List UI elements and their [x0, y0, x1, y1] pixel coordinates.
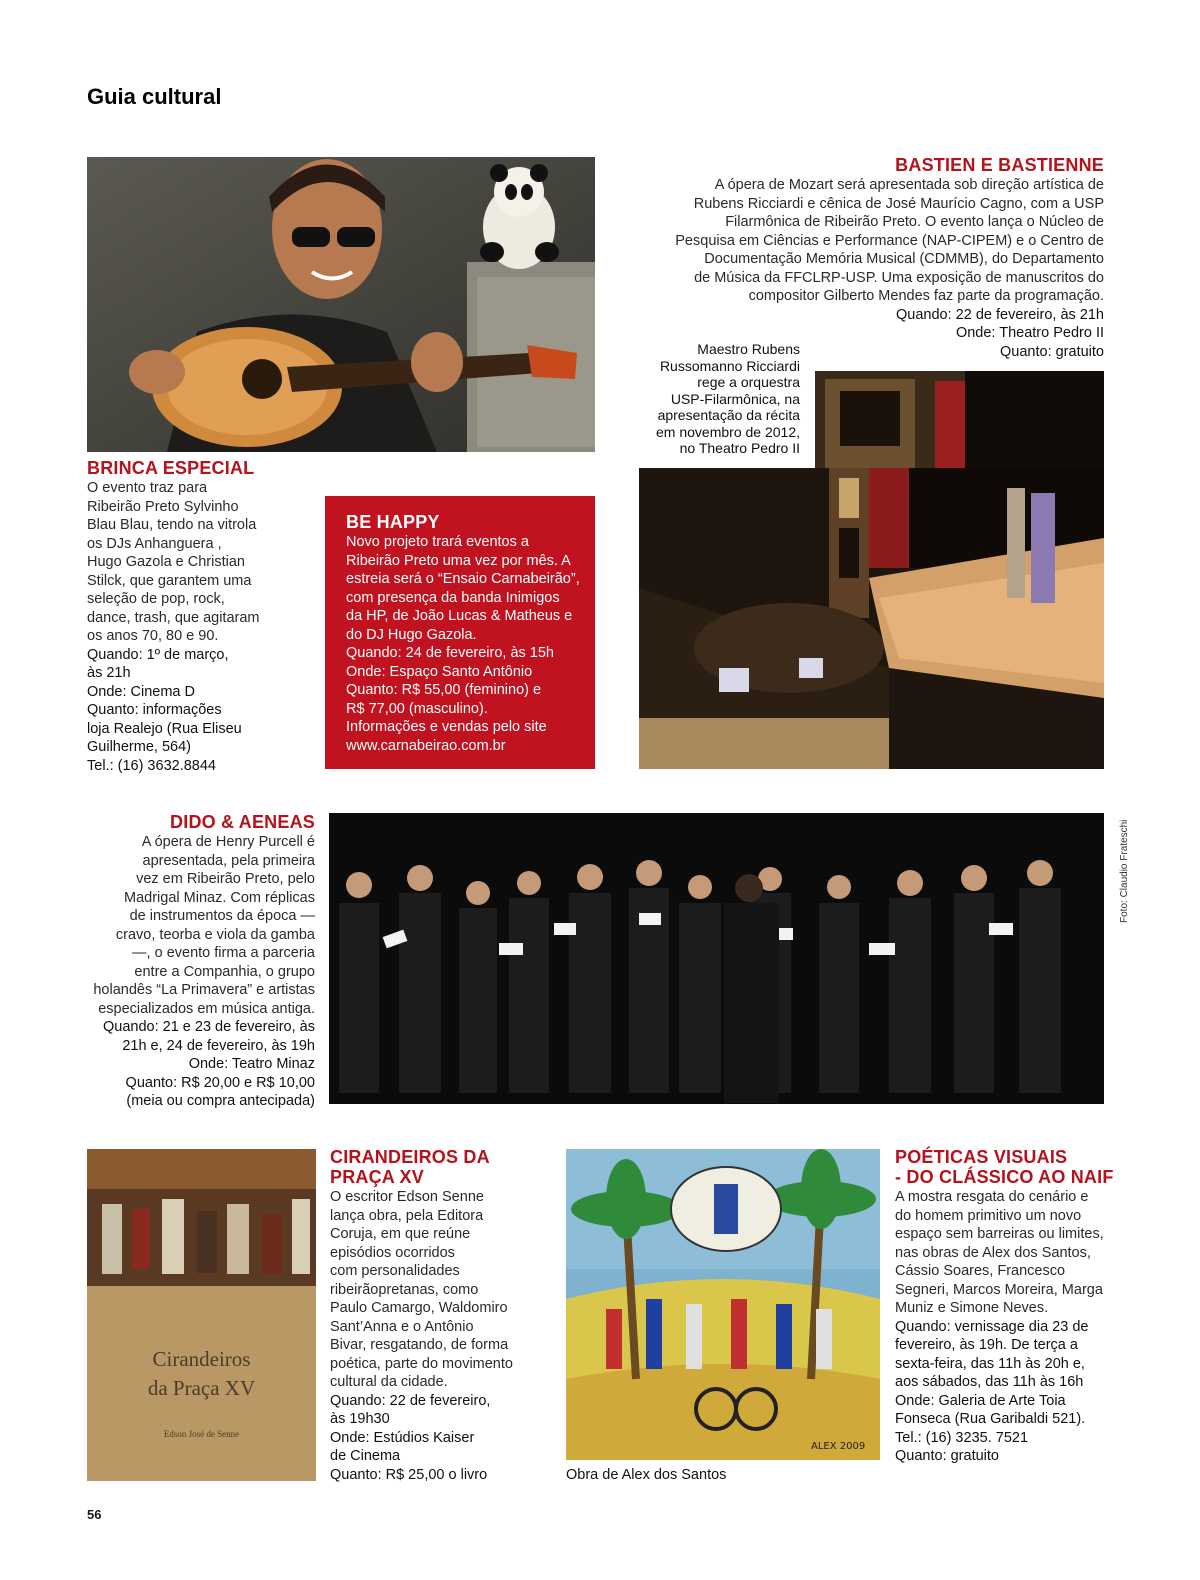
body-line: do homem primitivo um novo — [895, 1207, 1082, 1224]
info-line: Fonseca (Rua Garibaldi 521). — [895, 1411, 1086, 1427]
choir-photo — [329, 813, 1104, 1104]
info-line: Quanto: gratuito — [1000, 343, 1104, 360]
body-line: www.carnabeirao.com.br — [346, 737, 506, 754]
info-line: Quando: 22 de fevereiro, às 21h — [896, 306, 1104, 323]
guitarist-photo — [87, 157, 595, 452]
book-title-line: da Praça XV — [147, 1376, 256, 1400]
info-line: às 19h30 — [330, 1411, 390, 1427]
body-line: Madrigal Minaz. Com réplicas — [124, 889, 315, 906]
info-line: Onde: Galeria de Arte Toia — [895, 1392, 1066, 1409]
body-line: —, o evento firma a parceria — [132, 945, 315, 961]
body-line: holandês “La Primavera” e artistas — [93, 982, 315, 998]
info-line: Quanto: gratuito — [895, 1448, 999, 1464]
body-line: cravo, teorba e viola da gamba — [115, 926, 315, 943]
body-line: Cássio Soares, Francesco — [895, 1263, 1066, 1279]
info-line: Guilherme, 564) — [87, 739, 191, 755]
article-title-line: - DO CLÁSSICO AO NAIF — [895, 1167, 1114, 1187]
info-line: às 21h — [87, 665, 131, 681]
section-title: Guia cultural — [87, 84, 222, 109]
poeticas-article — [895, 1147, 1120, 1466]
body-line: nas obras de Alex dos Santos, — [895, 1244, 1091, 1261]
article-title-line: CIRANDEIROS DA — [330, 1147, 490, 1167]
body-line: Segneri, Marcos Moreira, Marga — [895, 1281, 1103, 1298]
body-line: entre a Companhia, o grupo — [134, 963, 315, 980]
body-line: Rubens Ricciardi e cênica de José Maurício Cagno, com a USP — [693, 195, 1104, 212]
photo-credit-text: Foto: Claudio Frateschi — [1119, 819, 1130, 923]
info-line: Quando: 22 de fevereiro, — [330, 1392, 491, 1409]
info-line: de Cinema — [330, 1448, 401, 1464]
body-line: especializados em música antiga. — [98, 1000, 315, 1017]
body-line: episódios ocorridos — [330, 1244, 455, 1261]
info-line: loja Realejo (Rua Eliseu — [87, 720, 242, 737]
body-line: com personalidades — [330, 1263, 460, 1279]
info-line: Onde: Theatro Pedro II — [955, 325, 1104, 341]
painting-photo — [566, 1149, 880, 1460]
body-line: Hugo Gazola e Christian — [87, 554, 245, 570]
body-line: Ribeirão Preto Sylvinho — [87, 498, 239, 515]
body-line: cultural da cidade. — [330, 1374, 448, 1390]
be-happy-box — [325, 496, 595, 769]
theatre-photo-top — [815, 371, 1104, 471]
info-line: sexta-feira, das 11h às 20h e, — [895, 1355, 1085, 1372]
body-line: da HP, de João Lucas & Matheus e — [346, 608, 573, 624]
info-line: Onde: Cinema D — [87, 683, 195, 700]
body-line: Ribeirão Preto uma vez por mês. A — [346, 552, 571, 569]
photo-credit — [1107, 815, 1130, 925]
info-line: Quando: 21 e 23 de fevereiro, às — [102, 1019, 315, 1035]
body-line: Coruja, em que reúne — [330, 1226, 471, 1242]
body-line: seleção de pop, rock, — [87, 591, 225, 607]
body-line: poética, parte do movimento — [330, 1355, 513, 1372]
body-line: com presença da banda Inimigos — [346, 589, 560, 606]
bastien-article — [620, 155, 1104, 361]
caption-line: USP-Filarmônica, na — [670, 390, 800, 407]
body-line: Quanto: R$ 55,00 (feminino) e — [346, 682, 542, 698]
body-line: compositor Gilberto Mendes faz parte da programação. — [748, 288, 1104, 304]
info-line: Onde: Estúdios Kaiser — [330, 1429, 475, 1446]
body-line: Novo projeto trará eventos a — [346, 534, 529, 550]
info-line: fevereiro, às 19h. De terça a — [895, 1337, 1078, 1353]
info-line: 21h e, 24 de fevereiro, às 19h — [122, 1037, 315, 1054]
body-line: Stilck, que garantem uma — [87, 572, 252, 589]
article-title: BRINCA ESPECIAL — [87, 458, 255, 478]
info-line: (meia ou compra antecipada) — [126, 1093, 315, 1109]
caption-line: apresentação da récita — [657, 407, 800, 423]
body-line: dance, trash, que agitaram — [87, 609, 260, 626]
article-title: DIDO & AENEAS — [170, 812, 315, 832]
info-line: Onde: Teatro Minaz — [188, 1056, 315, 1072]
body-line: Muniz e Simone Neves. — [895, 1300, 1049, 1316]
body-line: estreia será o “Ensaio Carnabeirão”, — [346, 571, 580, 587]
body-line: Blau Blau, tendo na vitrola — [87, 517, 257, 533]
painting-signature: ALEX 2009 — [811, 1441, 866, 1452]
info-line: Quando: vernissage dia 23 de — [895, 1318, 1089, 1335]
info-line: Quanto: R$ 20,00 e R$ 10,00 — [125, 1074, 315, 1091]
body-line: de Música da FFCLRP-USP. Uma exposição de manuscritos do — [694, 269, 1104, 286]
body-line: Quando: 24 de fevereiro, às 15h — [346, 645, 554, 661]
body-line: Pesquisa em Ciências e Performance (NAP-CIPEM) e o Centro de — [675, 232, 1104, 249]
bastien-photo-caption — [620, 341, 800, 457]
dido-article — [80, 812, 315, 1111]
body-line: Bivar, resgatando, de forma — [330, 1337, 509, 1353]
body-line: A mostra resgata do cenário e — [895, 1189, 1089, 1205]
caption-line: no Theatro Pedro II — [679, 440, 800, 456]
book-author: Edson José de Senne — [163, 1429, 240, 1439]
body-line: vez em Ribeirão Preto, pelo — [136, 871, 315, 887]
caption-line: Maestro Rubens — [697, 341, 800, 357]
info-line: Quanto: R$ 25,00 o livro — [330, 1466, 488, 1483]
painting-caption: Obra de Alex dos Santos — [566, 1467, 727, 1483]
caption-line: Russomanno Ricciardi — [659, 357, 800, 374]
article-title: BE HAPPY — [346, 512, 440, 532]
article-title-line: POÉTICAS VISUAIS — [895, 1147, 1068, 1167]
book-title-line: Cirandeiros — [152, 1347, 251, 1371]
body-line: Onde: Espaço Santo Antônio — [346, 663, 533, 680]
body-line: Filarmônica de Ribeirão Preto. O evento lança o Núcleo de — [725, 214, 1104, 230]
info-line: Tel.: (16) 3632.8844 — [87, 757, 216, 774]
body-line: do DJ Hugo Gazola. — [346, 626, 477, 643]
body-line: Informações e vendas pelo site — [346, 719, 547, 735]
page-number: 56 — [87, 1507, 102, 1522]
caption-line: em novembro de 2012, — [656, 423, 800, 440]
info-line: Tel.: (16) 3235. 7521 — [895, 1429, 1029, 1446]
info-line: Quanto: informações — [87, 702, 222, 718]
body-line: A ópera de Henry Purcell é — [141, 834, 315, 850]
body-line: lança obra, pela Editora — [330, 1207, 484, 1224]
body-line: os DJs Anhanguera , — [87, 535, 222, 552]
theatre-photo — [639, 468, 1104, 769]
body-line: de instrumentos da época — — [129, 908, 315, 924]
body-line: espaço sem barreiras ou limites, — [895, 1226, 1104, 1242]
body-line: os anos 70, 80 e 90. — [87, 628, 219, 644]
brinca-especial-article — [87, 458, 317, 775]
body-line: O evento traz para — [87, 480, 208, 496]
info-line: Quando: 1º de março, — [87, 646, 229, 663]
body-line: R$ 77,00 (masculino). — [346, 700, 488, 717]
body-line: Sant’Anna e o Antônio — [330, 1318, 474, 1335]
caption-line: rege a orquestra — [697, 374, 800, 390]
info-line: aos sábados, das 11h às 16h — [895, 1374, 1084, 1390]
body-line: ribeirãopretanas, como — [330, 1281, 479, 1298]
body-line: apresentada, pela primeira — [142, 852, 315, 869]
book-cover — [87, 1149, 316, 1481]
body-line: O escritor Edson Senne — [330, 1189, 484, 1205]
body-line: A ópera de Mozart será apresentada sob direção artística de — [714, 177, 1104, 193]
body-line: Documentação Memória Musical (CDMMB), do Departamento — [704, 251, 1104, 267]
body-line: Paulo Camargo, Waldomiro — [330, 1300, 508, 1316]
article-title-line: PRAÇA XV — [330, 1167, 424, 1187]
article-title: BASTIEN E BASTIENNE — [895, 155, 1104, 175]
cirandeiros-article — [330, 1147, 560, 1484]
